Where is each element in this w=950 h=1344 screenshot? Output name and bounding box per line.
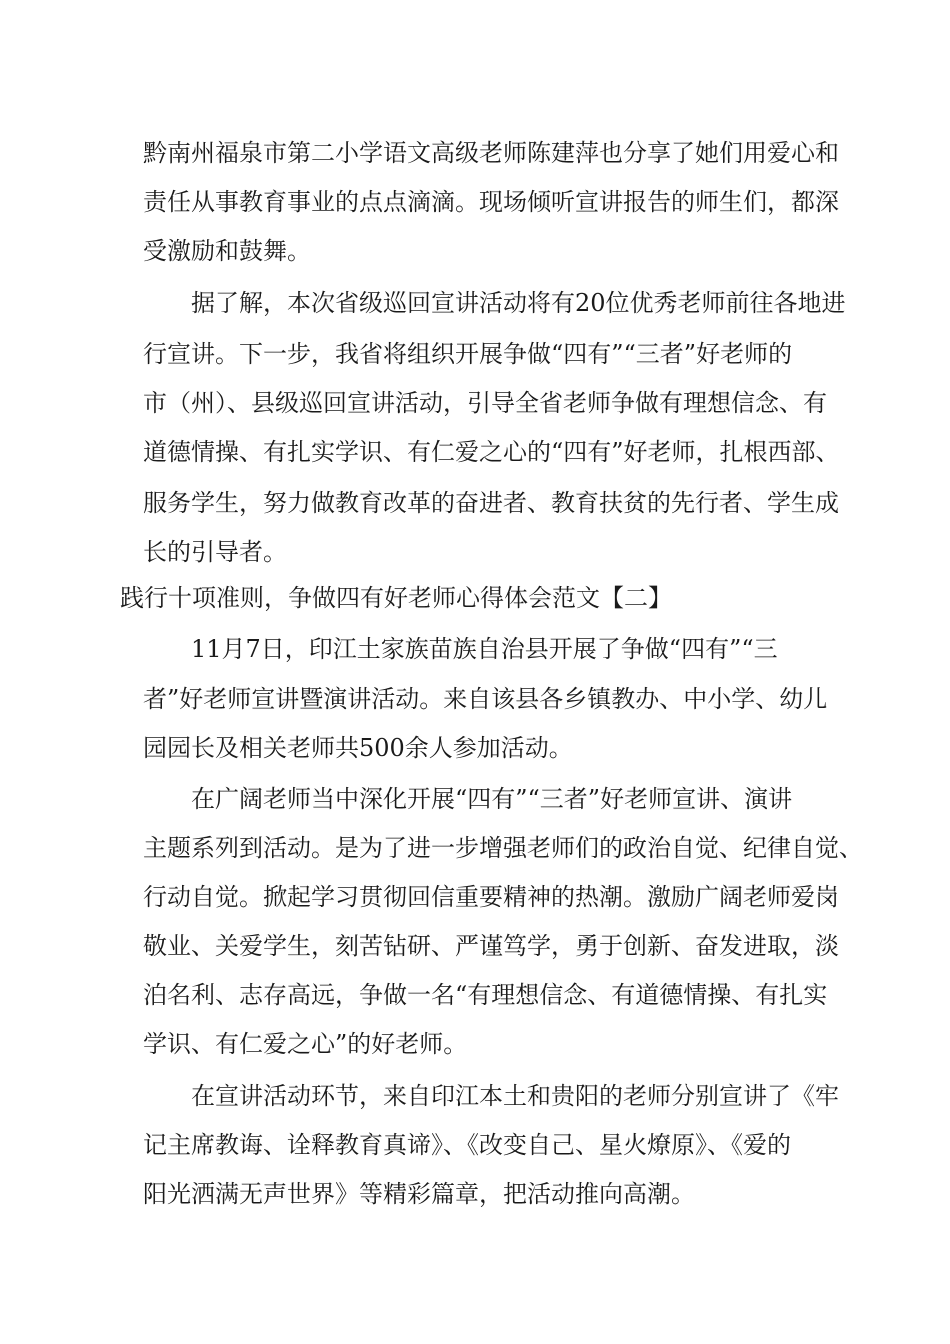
text-line: 责任从事教育事业的点点滴滴。现场倾听宣讲报告的师生们，都深 bbox=[143, 188, 839, 216]
text-line: 市（州）、县级巡回宣讲活动，引导全省老师争做有理想信念、有 bbox=[143, 389, 827, 417]
text-line: 阳光洒满无声世界》等精彩篇章，把活动推向高潮。 bbox=[143, 1180, 695, 1208]
text-line: 道德情操、有扎实学识、有仁爱之心的“四有”好老师，扎根西部、 bbox=[143, 438, 840, 466]
text-line: 在广阔老师当中深化开展“四有”“三者”好老师宣讲、演讲 bbox=[191, 785, 793, 813]
text-line: 园园长及相关老师共500余人参加活动。 bbox=[143, 734, 573, 762]
text-line: 敬业、关爱学生，刻苦钻研、严谨笃学，勇于创新、奋发进取，淡 bbox=[143, 932, 839, 960]
text-line: 受激励和鼓舞。 bbox=[143, 237, 311, 265]
section-heading: 践行十项准则，争做四有好老师心得体会范文【二】 bbox=[120, 584, 672, 612]
text-line: 黔南州福泉市第二小学语文高级老师陈建萍也分享了她们用爱心和 bbox=[143, 139, 839, 167]
text-line: 主题系列到活动。是为了进一步增强老师们的政治自觉、纪律自觉、 bbox=[143, 834, 863, 862]
text-line: 学识、有仁爱之心”的好老师。 bbox=[143, 1030, 468, 1058]
text-line: 者”好老师宣讲暨演讲活动。来自该县各乡镇教办、中小学、幼儿 bbox=[143, 685, 828, 713]
text-line: 泊名利、志存高远，争做一名“有理想信念、有道德情操、有扎实 bbox=[143, 981, 828, 1009]
text-line: 11月7日，印江土家族苗族自治县开展了争做“四有”“三 bbox=[191, 635, 778, 663]
text-line: 服务学生，努力做教育改革的奋进者、教育扶贫的先行者、学生成 bbox=[143, 489, 839, 517]
text-line: 据了解，本次省级巡回宣讲活动将有20位优秀老师前往各地进 bbox=[191, 289, 846, 317]
text-line: 行动自觉。掀起学习贯彻回信重要精神的热潮。激励广阔老师爱岗 bbox=[143, 883, 839, 911]
text-line: 长的引导者。 bbox=[143, 538, 287, 566]
text-line: 记主席教诲、诠释教育真谛》、《改变自己、星火燎原》、《爱的 bbox=[143, 1131, 791, 1159]
text-line: 行宣讲。下一步，我省将组织开展争做“四有”“三者”好老师的 bbox=[143, 340, 793, 368]
text-line: 在宣讲活动环节，来自印江本土和贵阳的老师分别宣讲了《牢 bbox=[191, 1082, 839, 1110]
